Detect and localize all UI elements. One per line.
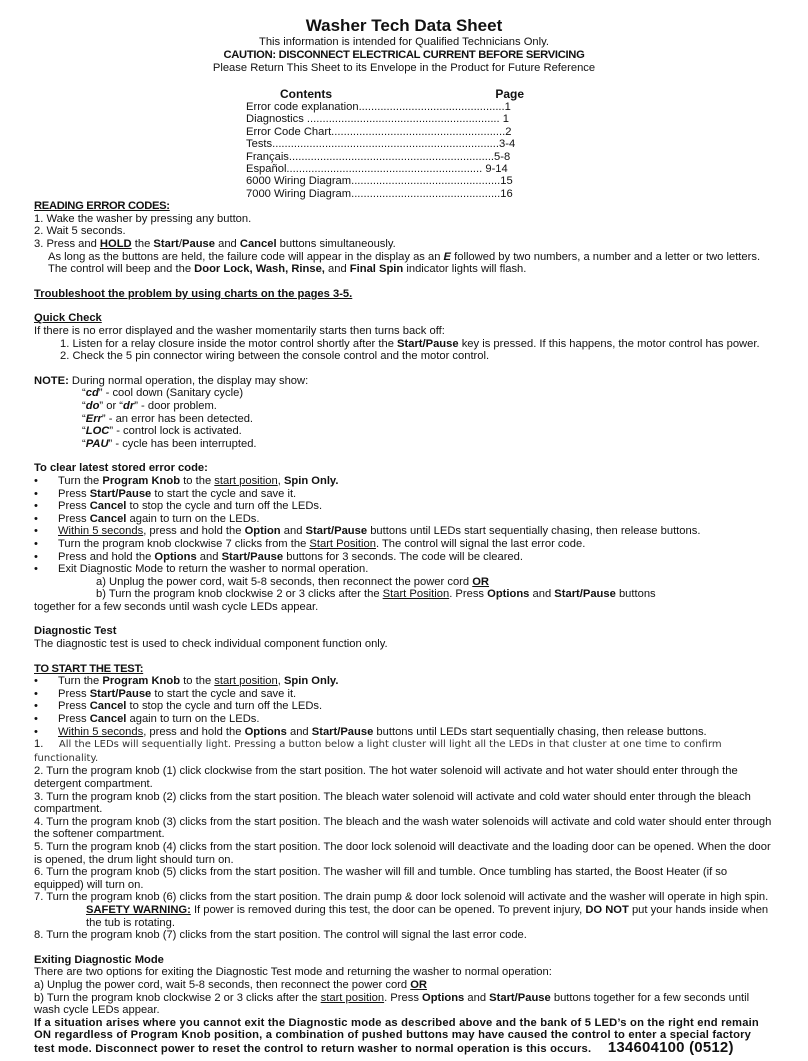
or-text: OR: [410, 978, 428, 991]
note-label: NOTE:: [34, 374, 69, 387]
text: ” - cool down (Sanitary cycle): [98, 387, 244, 400]
toc-row: Error code explanation...............................................1: [246, 101, 511, 113]
note-section: [34, 375, 774, 451]
text: and: [464, 991, 490, 1004]
text: and: [529, 588, 555, 601]
toc-row: Español............................................................... 9-14: [246, 163, 508, 176]
text: b) Turn the program knob clockwise 2 or 3 clicks after the: [34, 991, 321, 1004]
start-text: Start: [153, 238, 179, 251]
options-text: Options: [422, 991, 465, 1004]
part-number: 134604100 (0512): [607, 1038, 734, 1056]
e-letter: E: [443, 250, 452, 263]
toc-contents-label: Contents: [280, 87, 332, 101]
text: put your hands inside when the tub is rotating.: [86, 903, 769, 929]
start-pause-text: Start/Pause: [89, 487, 152, 500]
test-step-4: 4. Turn the program knob (3) clicks from the start position. The bleach and the wash water solenoids will activate and cold water should enter through the softener compartment.: [34, 815, 772, 841]
toc-row: Français..................................................................5-8: [246, 150, 511, 163]
text: “: [82, 437, 86, 450]
list-item: [34, 513, 774, 526]
list-item: [34, 525, 774, 538]
text: and: [324, 263, 350, 276]
program-knob-text: Program Knob: [102, 675, 181, 688]
page-title: Washer Tech Data Sheet: [305, 16, 503, 35]
exiting-option-b: [34, 992, 774, 1017]
exiting-intro: There are two options for exiting the Diagnostic Test mode and returning the washer to normal operation:: [34, 966, 552, 979]
text: As long as the buttons are held, the failure code will appear in the display as an: [48, 250, 444, 263]
text: buttons until LEDs start sequentially chasing, then release buttons.: [367, 525, 701, 538]
test-step-7: 7. Turn the program knob (6) clicks from the start position. The drain pump & door lock solenoid will activate and the washer will operate in high spin.: [34, 891, 769, 904]
test-step-3: 3. Turn the program knob (2) clicks from the start position. The bleach water solenoid will activate and cold water should enter through the bleach compartment.: [34, 790, 751, 816]
text: the: [131, 238, 154, 251]
start-pause-text: Start/Pause: [554, 588, 616, 601]
quick-check-item-1: [34, 338, 774, 351]
list-item: [34, 538, 774, 551]
test-step-5: 5. Turn the program knob (4) clicks from the start position. The door lock solenoid will deactivate and the loading door can be opened. When the door is opened, the drum light should turn on.: [34, 840, 771, 866]
cancel-text: Cancel: [89, 512, 127, 525]
spin-only-text: Spin Only.: [283, 675, 339, 688]
text: ” - an error has been detected.: [101, 412, 254, 425]
text: to start the cycle and save it.: [151, 487, 297, 500]
text: again to turn on the LEDs.: [126, 512, 260, 525]
reading-heading: READING ERROR CODES:: [34, 200, 170, 213]
list-item: [34, 488, 774, 501]
toc-page-label: Page: [495, 87, 524, 101]
quick-check-section: [34, 312, 774, 362]
text: . Press: [449, 588, 488, 601]
text: again to turn on the LEDs.: [126, 713, 260, 726]
table-of-contents: [246, 87, 524, 200]
text: . Press: [384, 991, 423, 1004]
text: 3. Press and: [34, 238, 100, 251]
test-step-6: 6. Turn the program knob (5) clicks from the start position. The washer will fill and tumble. Once tumbling has started, the Boost Heater (if so equipped) will turn on.: [34, 866, 728, 891]
qualified-notice: This information is intended for Qualified Technicians Only.: [259, 36, 549, 48]
code-text: dr: [123, 399, 135, 412]
text: to stop the cycle and turn off the LEDs.: [126, 500, 323, 513]
reading-step-1: 1. Wake the washer by pressing any button.: [34, 212, 252, 225]
do-not-text: DO NOT: [585, 903, 629, 916]
start-position-text: start position: [214, 474, 278, 487]
clear-code-section: [34, 462, 774, 613]
text: ” or “: [99, 399, 124, 412]
program-knob-text: Program Knob: [102, 474, 181, 487]
pause-text: Pause: [182, 238, 215, 251]
lights-text: Door Lock, Wash, Rinse,: [194, 263, 325, 276]
text: ,: [277, 675, 284, 688]
text: buttons until LEDs start sequentially chasing, then release buttons.: [373, 725, 707, 738]
start-pause-text: Start/Pause: [89, 687, 152, 700]
code-text: Err: [85, 412, 102, 425]
troubleshoot-heading: Troubleshoot the problem by using charts on the pages 3-5.: [34, 287, 353, 300]
caution-notice: CAUTION: DISCONNECT ELECTRICAL CURRENT BEFORE SERVICING: [223, 49, 585, 61]
text: and: [286, 725, 312, 738]
test-step-8: 8. Turn the program knob (7) clicks from the start position. The control will signal the last error code.: [34, 929, 527, 942]
text: to start the cycle and save it.: [151, 687, 297, 700]
reading-explanation: [34, 251, 774, 276]
list-item: [34, 726, 774, 739]
text: Press: [58, 512, 90, 525]
text: , press and hold the: [143, 525, 245, 538]
start-pause-text: Start/Pause: [489, 991, 551, 1004]
reading-error-codes-section: [34, 200, 774, 276]
exit-option-b-tail: together for a few seconds until wash cycle LEDs appear.: [34, 600, 319, 613]
note-item-do: [34, 400, 774, 413]
text: Press: [58, 500, 90, 513]
factory-test-warning: [34, 1017, 774, 1056]
text: Press and hold the: [58, 550, 155, 563]
exit-option-a: [34, 576, 774, 589]
text: to the: [180, 675, 215, 688]
text: Turn the: [58, 474, 103, 487]
text: . The control will signal the last error code.: [375, 537, 586, 550]
test-step-2: 2. Turn the program knob (1) click clockwise from the start position. The hot water solenoid will activate and hot water should enter through the detergent compartment.: [34, 765, 738, 790]
note-item-err: [34, 413, 774, 426]
start-pause-text: Start/Pause: [397, 337, 459, 350]
code-text: cd: [85, 387, 99, 400]
within-text: Within 5 seconds: [58, 725, 144, 738]
text: to the: [180, 474, 215, 487]
text: a) Unplug the power cord, wait 5-8 seconds, then reconnect the power cord: [96, 575, 473, 588]
text: and: [280, 525, 306, 538]
list-item: [34, 475, 774, 488]
text: If power is removed during this test, the door can be opened. To prevent injury,: [190, 903, 586, 916]
toc-row: Error Code Chart........................................................2: [246, 125, 512, 138]
text: and: [196, 550, 222, 563]
safety-warning: [34, 904, 774, 929]
note-item-loc: [34, 425, 774, 438]
options-text: Options: [487, 588, 530, 601]
text: “: [82, 425, 86, 438]
list-item: [34, 688, 774, 701]
note-item-pau: [34, 438, 774, 451]
text: “: [82, 387, 86, 400]
start-position-text: Start Position: [309, 537, 376, 550]
reading-step-3: [34, 238, 774, 251]
text: If a situation arises where you cannot exit the Diagnostic mode as described above and the bank of 5 LED’s on the right end remain ON regardless of Program Knob position, a combination of pushed buttons may have caused the control to enter a special factory test mode. Disconnect power to reset the control to return washer to normal operation is this occurs.: [34, 1016, 759, 1055]
quick-check-heading: Quick Check: [34, 312, 102, 325]
return-notice: Please Return This Sheet to its Envelope in the Product for Future Reference: [212, 62, 596, 74]
text: buttons for 3 seconds. The code will be cleared.: [283, 550, 523, 563]
list-item: [34, 500, 774, 513]
exiting-option-a: [34, 979, 774, 992]
start-pause-text: Start/Pause: [305, 525, 368, 538]
diagnostic-test-section: [34, 625, 774, 650]
text: 1. Listen for a relay closure inside the motor control shortly after the: [60, 337, 398, 350]
hold-text: HOLD: [99, 238, 132, 251]
list-item: [34, 713, 774, 726]
toc-row: Tests.........................................................................3-4: [246, 138, 516, 151]
list-item: [34, 551, 774, 564]
text: Turn the program knob clockwise 7 clicks from the: [58, 537, 310, 550]
toc-row: 6000 Wiring Diagram................................................15: [246, 175, 513, 188]
text: “: [82, 399, 86, 412]
text: ,: [277, 474, 284, 487]
start-position-text: start position: [214, 675, 278, 688]
clear-code-heading: To clear latest stored error code:: [34, 462, 208, 475]
text: ” - cycle has been interrupted.: [108, 437, 257, 450]
step-number: 1.: [34, 738, 44, 751]
exiting-heading: Exiting Diagnostic Mode: [34, 953, 164, 966]
toc-header: [246, 87, 524, 101]
text: Turn the: [58, 675, 103, 688]
or-text: OR: [472, 575, 490, 588]
note-intro: [34, 375, 774, 388]
diagnostic-test-text: The diagnostic test is used to check individual component function only.: [34, 638, 388, 651]
start-position-text: Start Position: [382, 588, 450, 601]
text: and: [214, 238, 240, 251]
cancel-text: Cancel: [89, 500, 127, 513]
text: Press: [58, 687, 90, 700]
text: to stop the cycle and turn off the LEDs.: [126, 700, 323, 713]
list-item: [34, 675, 774, 688]
text: ” - door problem.: [134, 399, 217, 412]
text: Press: [58, 487, 90, 500]
text: b) Turn the program knob clockwise 2 or 3 clicks after the: [96, 588, 383, 601]
sheet-header: [34, 16, 774, 75]
text: followed by two numbers, a number and a letter or two letters. The control will beep and the: [48, 250, 761, 276]
start-test-section: [34, 663, 774, 942]
start-test-heading: TO START THE TEST:: [34, 662, 144, 675]
text: buttons together for a few seconds until wash cycle LEDs appear.: [34, 991, 750, 1017]
text: , press and hold the: [143, 725, 245, 738]
cancel-text: Cancel: [89, 713, 127, 726]
text: All the LEDs will sequentially light. Pressing a button below a light cluster will light all the LEDs in that cluster at one time to confirm functionality.: [34, 739, 722, 764]
within-text: Within 5 seconds: [58, 525, 144, 538]
text: Press: [58, 713, 90, 726]
reading-step-2: 2. Wait 5 seconds.: [34, 225, 126, 238]
start-pause-text: Start/Pause: [221, 550, 284, 563]
start-pause-text: Start/Pause: [311, 725, 374, 738]
test-step-1: [34, 738, 774, 765]
options-text: Options: [154, 550, 197, 563]
list-item: [34, 700, 774, 713]
text: key is pressed. If this happens, the motor control has power.: [458, 337, 760, 350]
text: buttons: [615, 588, 656, 601]
text: a) Unplug the power cord, wait 5-8 seconds, then reconnect the power cord: [34, 978, 411, 991]
quick-check-intro: If there is no error displayed and the washer momentarily starts then turns back off:: [34, 325, 445, 337]
code-text: do: [85, 399, 100, 412]
exiting-diagnostic-section: [34, 954, 774, 1056]
safety-warning-label: SAFETY WARNING:: [86, 903, 191, 916]
diagnostic-test-heading: Diagnostic Test: [34, 625, 117, 638]
text: Press: [58, 700, 90, 713]
cancel-text: Cancel: [239, 238, 277, 251]
toc-row: 7000 Wiring Diagram................................................16: [246, 187, 513, 200]
list-item: [34, 563, 774, 576]
toc-row: Diagnostics .............................................................. 1: [246, 113, 509, 126]
cancel-text: Cancel: [89, 700, 127, 713]
text: During normal operation, the display may show:: [68, 374, 309, 387]
text: /: [178, 238, 183, 251]
text: ” - control lock is activated.: [109, 425, 242, 438]
code-text: PAU: [85, 437, 109, 450]
quick-check-item-2: 2. Check the 5 pin connector wiring between the console control and the motor control.: [60, 350, 490, 363]
spin-only-text: Spin Only.: [283, 474, 339, 487]
option-text: Option: [244, 525, 281, 538]
code-text: LOC: [85, 425, 110, 438]
text: “: [82, 412, 86, 425]
text: indicator lights will flash.: [403, 263, 527, 276]
note-item-cd: [34, 387, 774, 400]
text: buttons simultaneously.: [276, 238, 396, 251]
start-position-text: start position: [320, 991, 385, 1004]
exit-option-b: [34, 588, 774, 601]
final-spin-text: Final Spin: [349, 263, 404, 276]
text: Exit Diagnostic Mode to return the washer to normal operation.: [58, 563, 369, 576]
options-text: Options: [244, 725, 287, 738]
